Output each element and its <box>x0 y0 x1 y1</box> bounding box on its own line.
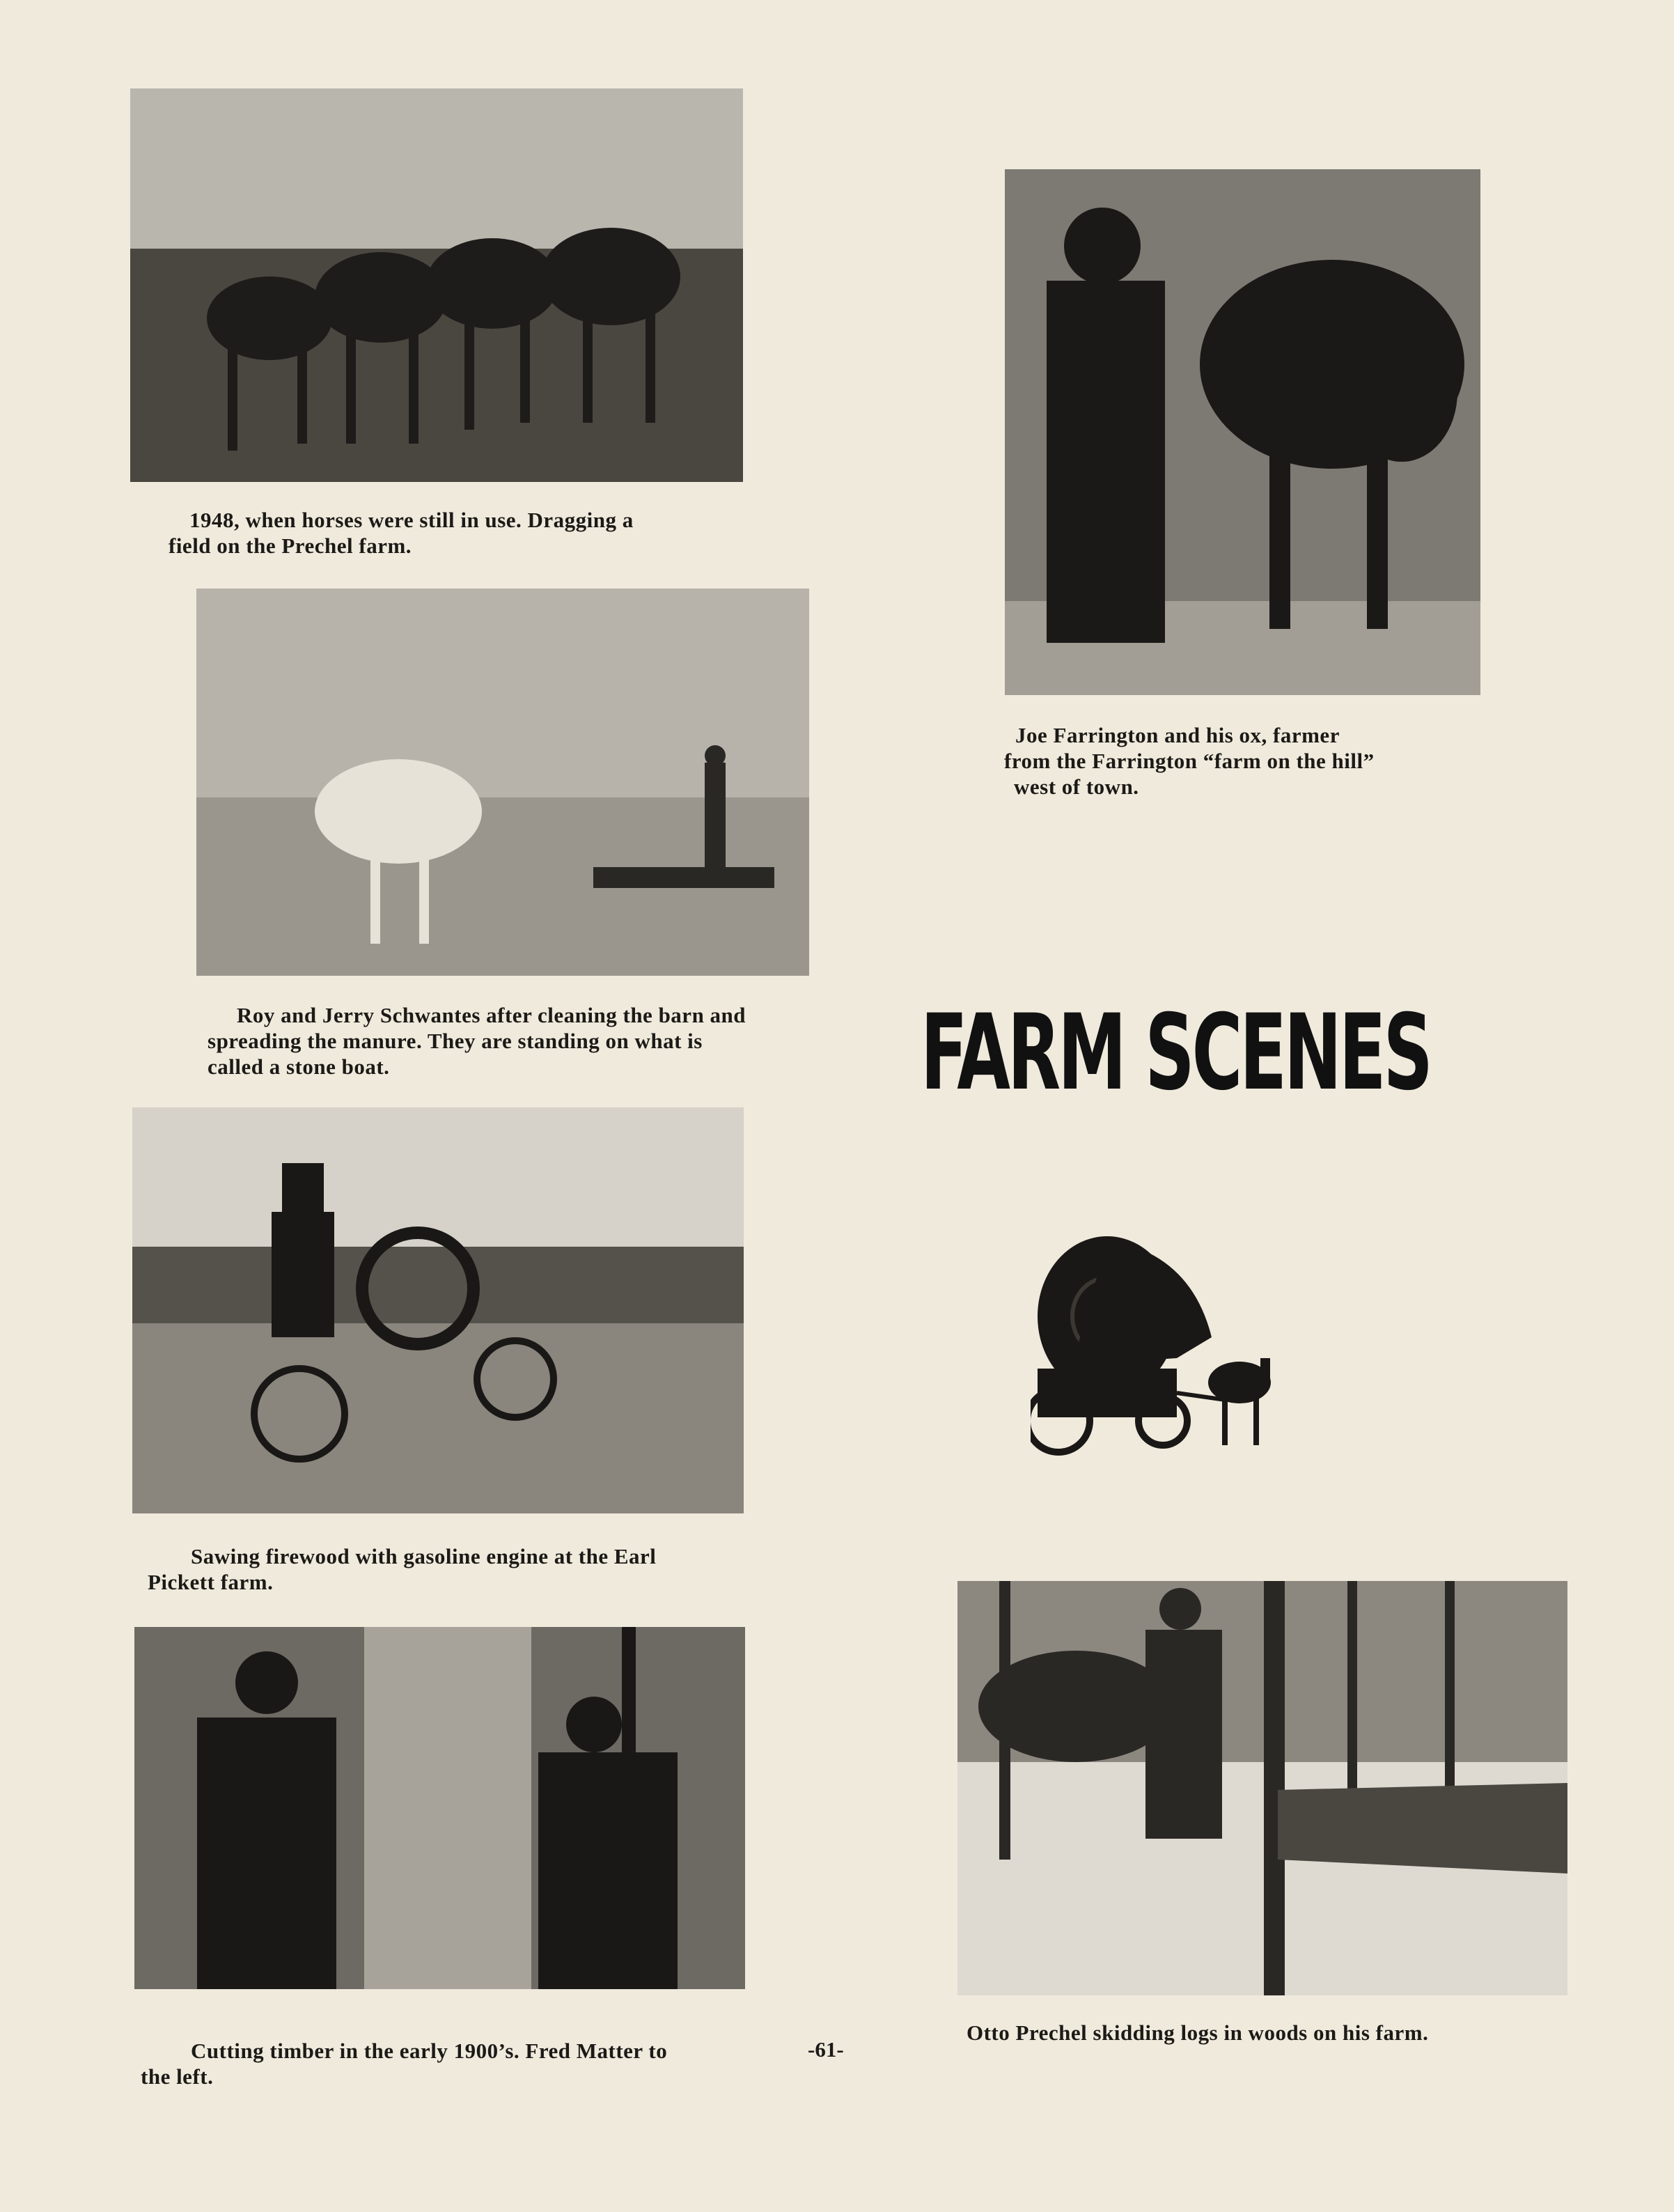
caption-stone-boat: Roy and Jerry Schwantes after cleaning the barn and spreading the manure. They are standing on what is called a stone boat. <box>208 1003 746 1079</box>
photo-skidding-logs <box>957 1581 1567 1995</box>
page-title: FARM SCENES <box>921 992 1430 1114</box>
caption-logs: Otto Prechel skidding logs in woods on his farm. <box>967 2020 1429 2045</box>
photo-farrington-ox <box>1005 169 1480 695</box>
covered-wagon-icon <box>1031 1233 1281 1470</box>
caption-firewood: Sawing firewood with gasoline engine at the Earl Pickett farm. <box>148 1544 657 1594</box>
photo-sawing-firewood <box>132 1107 744 1513</box>
page-number: -61- <box>808 2037 844 2062</box>
photo-horses-dragging-field <box>130 88 743 482</box>
caption-ox: Joe Farrington and his ox, farmer from the Farrington “farm on the hill” west of town. <box>1004 723 1375 799</box>
caption-horses: 1948, when horses were still in use. Dragging a field on the Prechel farm. <box>169 508 634 558</box>
photo-stone-boat <box>196 589 809 976</box>
photo-cutting-timber <box>134 1627 745 1989</box>
caption-timber: Cutting timber in the early 1900’s. Fred Matter to the left. <box>141 2039 668 2089</box>
